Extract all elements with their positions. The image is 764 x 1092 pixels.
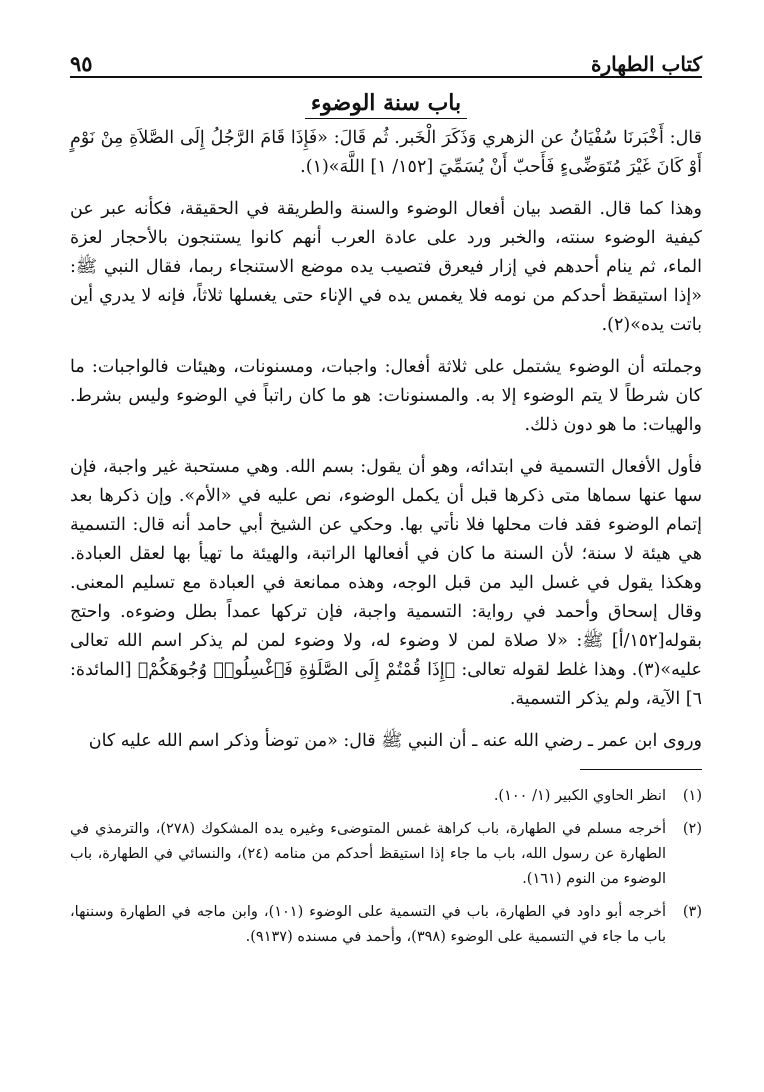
footnote-text: أخرجه مسلم في الطهارة، باب كراهة غمس المتوضىء وغيره يده المشكوك (٢٧٨)، والترمذي في الطهارة عن رسول الله، باب ما جاء إذا استيقظ أحدكم من منامه (٢٤)، والنسائي في الطهارة، باب الوضوء من النوم (١٦١). xyxy=(70,821,666,887)
footnotes xyxy=(70,784,702,950)
body-text xyxy=(70,124,702,756)
footnote-text: انظر الحاوي الكبير (١/ ١٠٠). xyxy=(493,788,666,804)
footnote-item xyxy=(70,784,702,809)
book-title: كتاب الطهارة xyxy=(591,52,702,76)
paragraph-2: وهذا كما قال. القصد بيان أفعال الوضوء والسنة والطريقة في الحقيقة، فكأنه عبر عن كيفية الوضوء سنته، والخبر ورد على عادة العرب أنهم كانوا يستنجون بالأحجار لعزة الماء، ثم ينام أحدهم في إزار فيعرق فتصيب يده موضع الاستنجاء ربما، فقال النبي ﷺ: «إذا استيقظ أحدكم من نومه فلا يغمس يده في الإناء حتى يغسلها ثلاثاً، فإنه لا يدري أين باتت يده»(٢). xyxy=(70,199,702,335)
footnote-item xyxy=(70,900,702,950)
footnote-number: (٣) xyxy=(682,904,702,920)
paragraph-1: قال: أَخْبَرنَا سُفْيَانُ عن الزهري وَذَكَرَ الْخَبر. ثُم قَالَ: «فَإِذَا قَامَ الرَّجُلُ إِلَى الصَّلاَةِ مِنْ نَوْمٍ أَوْ كَانَ غَيْرَ مُتَوَضِّىءٍ فَأَحبّ أَنْ يُسَمِّيَ [١٥٢/ ١] اللَّهَ»(١). xyxy=(70,128,702,177)
footnote-item xyxy=(70,817,702,892)
page-number: ٩٥ xyxy=(70,51,93,76)
chapter-title xyxy=(70,90,702,116)
footnote-number: (١) xyxy=(682,788,702,804)
chapter-title-text: باب سنة الوضوء xyxy=(305,90,467,119)
running-header xyxy=(70,38,702,78)
footnote-number: (٢) xyxy=(682,821,702,837)
footnote-text: أخرجه أبو داود في الطهارة، باب في التسمية على الوضوء (١٠١)، وابن ماجه في الطهارة وسننها، باب ما جاء في التسمية على الوضوء (٣٩٨)، وأحمد في مسنده (٩١٣٧). xyxy=(70,904,666,945)
paragraph-5: وروى ابن عمر ـ رضي الله عنه ـ أن النبي ﷺ قال: «من توضأ وذكر اسم الله عليه كان xyxy=(88,731,702,751)
footnote-divider xyxy=(580,769,702,770)
paragraph-3: وجملته أن الوضوء يشتمل على ثلاثة أفعال: واجبات، ومسنونات، وهيئات فالواجبات: ما كان شرطاً لا يتم الوضوء إلا به. والمسنونات: هو ما كان راتباً في الوضوء وليس بشرط. والهيات: ما هو دون ذلك. xyxy=(70,357,702,435)
paragraph-4: فأول الأفعال التسمية في ابتدائه، وهو أن يقول: بسم الله. وهي مستحبة غير واجبة، فإن سها عنها سماها متى ذكرها قبل أن يكمل الوضوء، نص عليه في «الأم». وإن ذكرها بعد إتمام الوضوء فقد فات محلها فلا نأتي بها. وحكي عن الشيخ أبي حامد أنه قال: التسمية هي هيئة لا سنة؛ لأن السنة ما كان في أفعالها الراتبة، والهيئة ما تهيأ بها لعقل العبادة. وهكذا يقول في غسل اليد من قبل الوجه، وهذه ممانعة في العبادة مع تسليم المعنى. وقال إسحاق وأحمد في رواية: التسمية واجبة، فإن تركها عمداً بطل وضوءه. واحتج بقوله[١٥٢/أ] ﷺ: «لا صلاة لمن لا وضوء له، ولا وضوء لمن لم يذكر اسم الله تعالى عليه»(٣). وهذا غلط لقوله تعالى: ﴿إِذَا قُمْتُمْ إِلَى الصَّلَوٰةِ فَٱغْسِلُوا۟ وُجُوهَكُمْ﴾ [المائدة: ٦] الآية، ولم يذكر التسمية. xyxy=(70,457,702,709)
